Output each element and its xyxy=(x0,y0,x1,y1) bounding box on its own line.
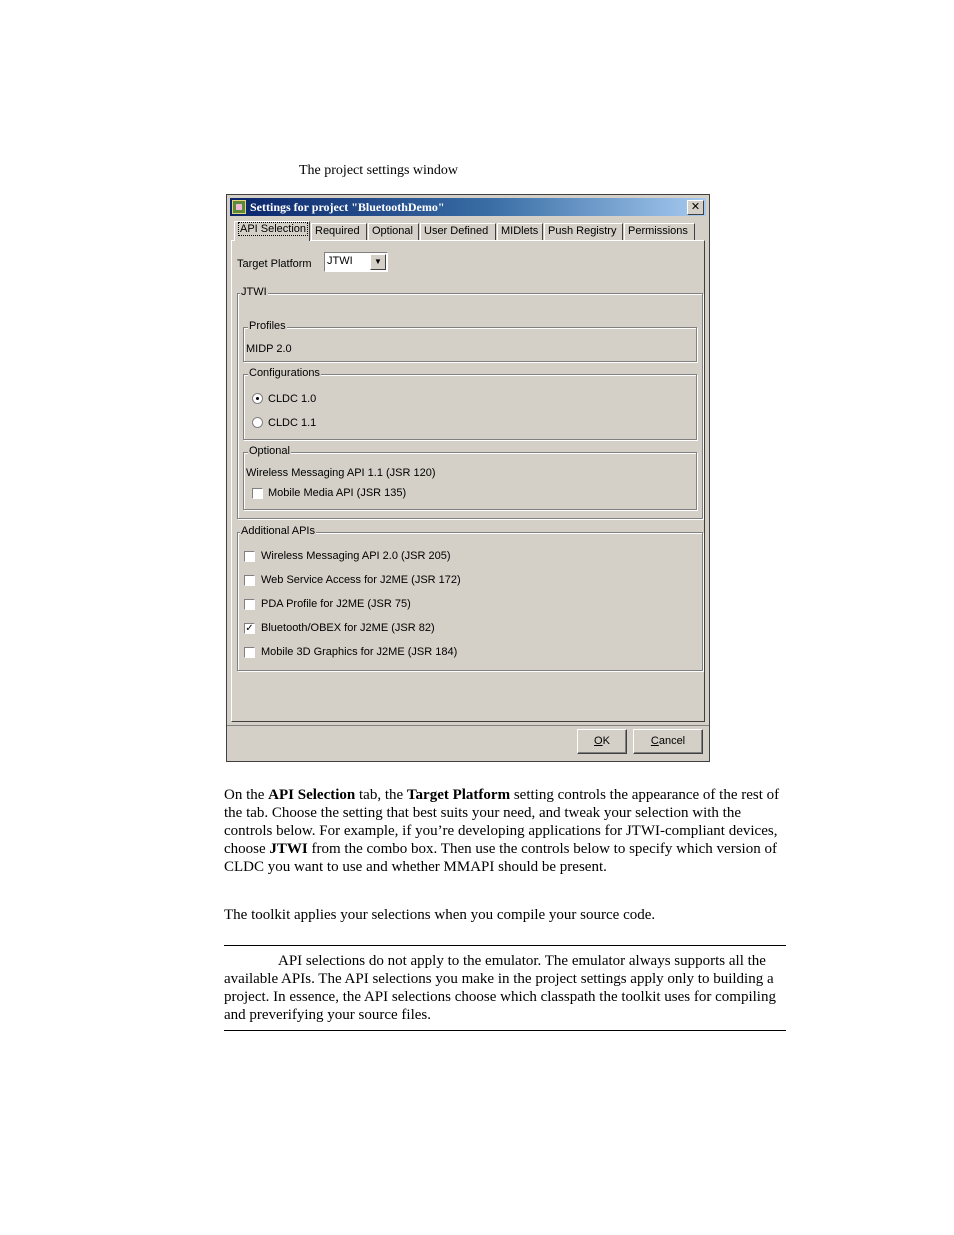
checkbox-bluetooth-obex[interactable]: ✓ xyxy=(245,623,254,634)
ok-button[interactable]: OK xyxy=(577,729,627,754)
tab-permissions[interactable]: Permissions xyxy=(624,223,695,240)
checkbox-wma-2[interactable] xyxy=(244,551,255,562)
checkbox-mmapi[interactable] xyxy=(252,488,263,499)
optional-static-api: Wireless Messaging API 1.1 (JSR 120) xyxy=(246,467,436,479)
checkbox-bluetooth-obex-label[interactable]: Bluetooth/OBEX for J2ME (JSR 82) xyxy=(261,622,435,634)
checkbox-web-services[interactable] xyxy=(244,575,255,586)
radio-cldc-1-1-label[interactable]: CLDC 1.1 xyxy=(268,417,317,429)
radio-cldc-1-0[interactable] xyxy=(252,393,263,404)
tab-user-defined[interactable]: User Defined xyxy=(420,223,496,240)
close-icon[interactable]: ✕ xyxy=(687,200,704,215)
checkbox-wma-2-label[interactable]: Wireless Messaging API 2.0 (JSR 205) xyxy=(261,550,451,562)
configurations-group xyxy=(243,367,697,440)
api-selection-panel xyxy=(231,240,705,722)
target-platform-label: Target Platform xyxy=(237,258,312,270)
jtwi-group xyxy=(237,286,703,519)
paragraph-api-selection: On the API Selection tab, the Target Platform setting controls the appearance of the rest of the tab. Choose the setting that best suits your need, and tweak your selection with the controls below. For example, if you’re developing applications for JTWI-compliant devices, choose JTWI from the combo box. Then use the controls below to specify which version of CLDC you want to use and whether MMAPI should be present. xyxy=(224,787,780,875)
checkbox-pda-profile-label[interactable]: PDA Profile for J2ME (JSR 75) xyxy=(261,598,411,610)
note-bottom-rule xyxy=(224,1030,786,1031)
title-bar[interactable] xyxy=(230,198,706,216)
tab-required[interactable]: Required xyxy=(311,223,367,240)
jtwi-group-title: JTWI xyxy=(241,286,267,298)
checkbox-web-services-label[interactable]: Web Service Access for J2ME (JSR 172) xyxy=(261,574,461,586)
radio-cldc-1-0-label[interactable]: CLDC 1.0 xyxy=(268,393,317,405)
additional-apis-group-title: Additional APIs xyxy=(241,525,315,537)
note-top-rule xyxy=(224,945,786,946)
profile-value: MIDP 2.0 xyxy=(246,343,292,355)
optional-group-title: Optional xyxy=(249,445,290,457)
checkbox-m3g-label[interactable]: Mobile 3D Graphics for J2ME (JSR 184) xyxy=(261,646,458,658)
checkbox-pda-profile[interactable] xyxy=(244,599,255,610)
radio-cldc-1-1[interactable] xyxy=(252,417,263,428)
tab-api-selection[interactable]: API Selection xyxy=(234,221,310,241)
profiles-group-title: Profiles xyxy=(249,320,286,332)
tab-midlets[interactable]: MIDlets xyxy=(497,223,543,240)
checkbox-m3g[interactable] xyxy=(244,647,255,658)
profiles-group xyxy=(243,320,697,362)
paragraph-toolkit: The toolkit applies your selections when you compile your source code. xyxy=(224,907,656,923)
note-text: API selections do not apply to the emulator. The emulator always supports all the available APIs. The API selections you make in the project settings apply only to building a project. In essence, the API selections choose which classpath the toolkit uses for compiling and preverifying your source files. xyxy=(224,953,776,1023)
additional-apis-group xyxy=(237,525,703,671)
dialog-title: Settings for project "BluetoothDemo" xyxy=(250,199,445,214)
optional-group xyxy=(243,445,697,510)
configurations-group-title: Configurations xyxy=(249,367,320,379)
app-icon xyxy=(232,200,246,214)
tab-push-registry[interactable]: Push Registry xyxy=(544,223,623,240)
target-platform-combo[interactable] xyxy=(324,252,388,272)
tab-optional[interactable]: Optional xyxy=(368,223,419,240)
project-settings-dialog xyxy=(226,194,710,762)
cancel-button[interactable]: Cancel xyxy=(633,729,703,754)
footer-divider xyxy=(227,725,709,726)
checkbox-mmapi-label[interactable]: Mobile Media API (JSR 135) xyxy=(268,487,407,499)
target-platform-value: JTWI xyxy=(327,255,353,267)
chevron-down-icon[interactable]: ▼ xyxy=(370,254,386,270)
figure-caption: The project settings window xyxy=(299,163,459,178)
